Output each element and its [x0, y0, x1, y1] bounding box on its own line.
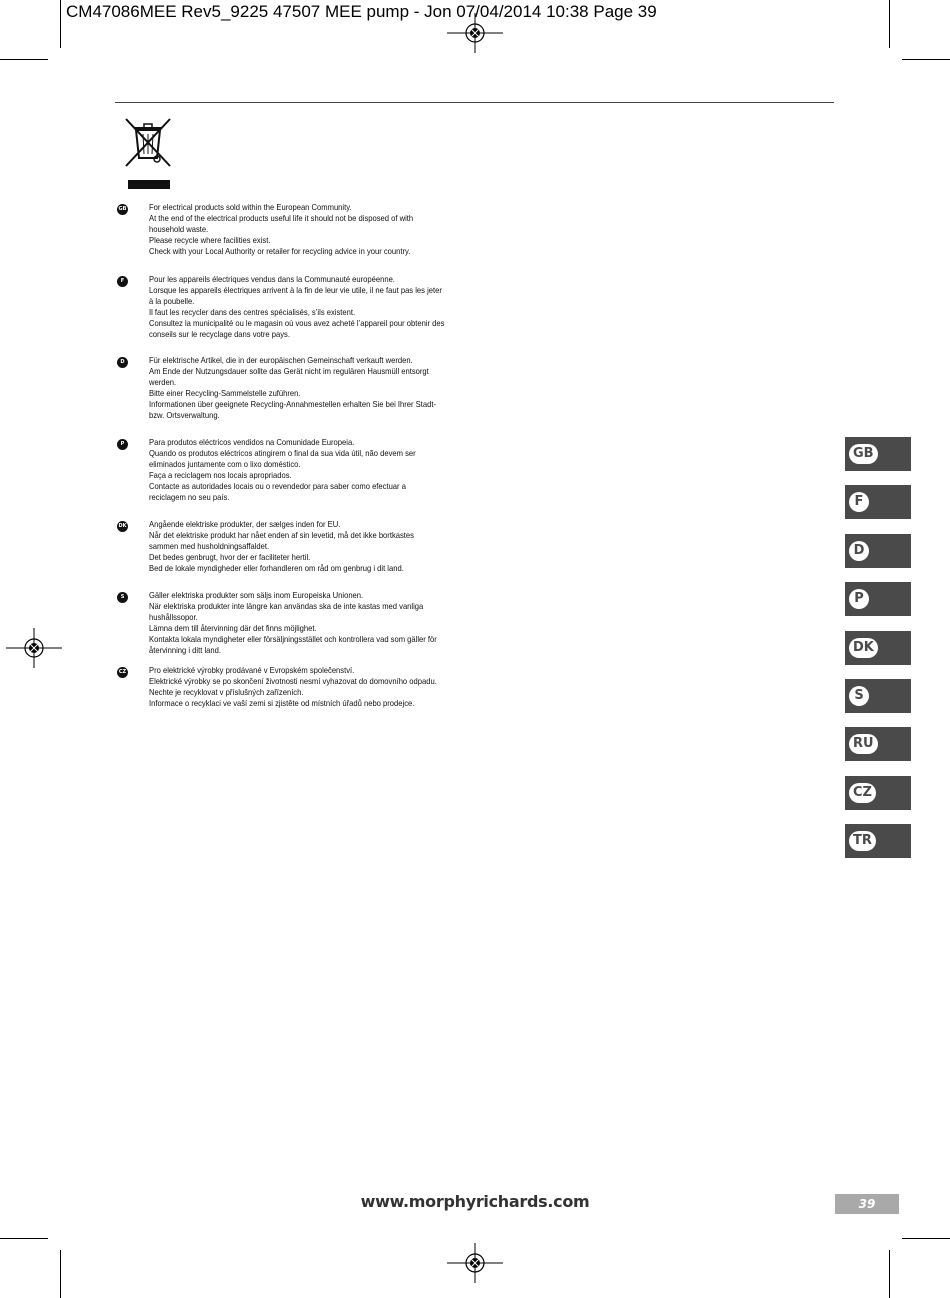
language-badge: GB — [117, 204, 128, 215]
top-rule — [115, 102, 834, 103]
text-line: bzw. Ortsverwaltung. — [149, 410, 220, 420]
text-line: Faça a reciclagem nos locais apropriados. — [149, 470, 292, 480]
language-badge: DK — [117, 521, 128, 532]
text-line: Elektrické výrobky se po skončení životnosti nesmí vyhazovat do domovního odpadu. — [149, 676, 437, 686]
text-line: återvinning i ditt land. — [149, 645, 221, 655]
language-tab-dk[interactable] — [845, 631, 911, 665]
text-line: Bitte einer Recycling-Sammelstelle zuführen. — [149, 388, 301, 398]
crop-mark-top-right-v — [889, 0, 890, 48]
crop-mark-top-left-h — [0, 59, 48, 60]
section-text — [149, 591, 489, 656]
language-tab-label: S — [849, 686, 869, 706]
language-tab-gb[interactable] — [845, 437, 911, 471]
text-line: Pour les appareils électriques vendus dans la Communauté européenne. — [149, 275, 395, 284]
language-tab-cz[interactable] — [845, 776, 911, 810]
section-text — [149, 356, 489, 421]
registration-mark-icon — [447, 1243, 503, 1283]
text-line: sammen med husholdningsaffaldet. — [149, 541, 270, 551]
website-url: www.morphyrichards.com — [360, 1192, 590, 1211]
text-line: Når det elektriske produkt har nået enden af sin levetid, må det ikke bortkastes — [149, 530, 414, 540]
text-line: hushållssopor. — [149, 612, 198, 622]
text-line: eliminados juntamente com o lixo doméstico. — [149, 459, 301, 469]
crossed-out-wheelie-bin-icon — [122, 116, 174, 192]
registration-mark-icon — [447, 13, 503, 53]
language-tab-label: GB — [849, 444, 878, 464]
text-line: Gäller elektriska produkter som säljs inom Europeiska Unionen. — [149, 591, 364, 600]
language-tab-p[interactable] — [845, 582, 911, 616]
text-line: När elektriska produkter inte längre kan användas ska de inte kastas med vanliga — [149, 601, 424, 611]
text-line: Für elektrische Artikel, die in der europäischen Gemeinschaft verkauft werden. — [149, 356, 413, 365]
text-line: Informationen über geeignete Recycling-Annahmestellen erhalten Sie bei Ihrer Stadt- — [149, 399, 436, 409]
text-line: Consultez la municipalité ou le magasin où vous avez acheté l’appareil pour obtenir des — [149, 318, 445, 328]
print-slug: CM47086MEE Rev5_9225 47507 MEE pump - Jon 07/04/2014 10:38 Page 39 — [66, 2, 657, 21]
crop-mark-top-left-v — [60, 0, 61, 48]
text-line: à la poubelle. — [149, 296, 195, 306]
language-tab-d[interactable] — [845, 534, 911, 568]
language-badge: D — [117, 357, 128, 368]
crop-mark-bottom-right-v — [889, 1250, 890, 1298]
text-line: Please recycle where facilities exist. — [149, 235, 271, 245]
language-badge: F — [117, 276, 128, 287]
language-tab-f[interactable] — [845, 485, 911, 519]
text-line: conseils sur le recyclage dans votre pays. — [149, 329, 290, 339]
language-tab-s[interactable] — [845, 679, 911, 713]
page-number: 39 — [835, 1194, 899, 1214]
crop-mark-bottom-left-h — [0, 1238, 48, 1239]
language-tab-label: F — [849, 492, 869, 512]
text-line: For electrical products sold within the European Community. — [149, 203, 352, 212]
text-line: Para produtos eléctricos vendidos na Comunidade Europeia. — [149, 438, 355, 447]
text-line: Bed de lokale myndigheder eller forhandleren om råd om genbrug i dit land. — [149, 563, 404, 573]
section-text — [149, 666, 489, 710]
text-line: Angående elektriske produkter, der sælges inden for EU. — [149, 520, 341, 529]
crop-mark-top-right-h — [902, 59, 950, 60]
text-line: Lorsque les appareils électriques arrivent à la fin de leur vie utile, il ne faut pas les jeter — [149, 285, 442, 295]
language-tab-label: CZ — [849, 783, 876, 803]
language-tab-label: D — [849, 541, 869, 561]
text-line: At the end of the electrical products useful life it should not be disposed of with — [149, 213, 414, 223]
language-tab-label: TR — [849, 831, 876, 851]
language-tab-label: DK — [849, 638, 878, 658]
language-tab-label: RU — [849, 734, 878, 754]
crop-mark-bottom-right-h — [902, 1238, 950, 1239]
text-line: Kontakta lokala myndigheter eller försäljningsstället och kontrollera vad som gäller för — [149, 634, 437, 644]
language-tab-ru[interactable] — [845, 727, 911, 761]
text-line: Quando os produtos eléctricos atingirem o final da sua vida útil, não devem ser — [149, 448, 416, 458]
text-line: household waste. — [149, 224, 209, 234]
language-badge: P — [117, 439, 128, 450]
registration-mark-icon — [6, 628, 62, 668]
text-line: Check with your Local Authority or retailer for recycling advice in your country. — [149, 246, 411, 256]
section-text — [149, 438, 489, 503]
crop-mark-bottom-left-v — [60, 1250, 61, 1298]
text-line: Am Ende der Nutzungsdauer sollte das Gerät nicht im regulären Hausmüll entsorgt — [149, 366, 429, 376]
text-line: Det bedes genbrugt, hvor der er faciliteter hertil. — [149, 552, 311, 562]
text-line: Contacte as autoridades locais ou o revendedor para saber como efectuar a — [149, 481, 406, 491]
text-line: Pro elektrické výrobky prodávané v Evropském společenství. — [149, 666, 355, 675]
language-badge: CZ — [117, 667, 128, 678]
section-text — [149, 203, 489, 258]
text-line: reciclagem no seu país. — [149, 492, 230, 502]
text-line: Il faut les recycler dans des centres spécialisés, s’ils existent. — [149, 307, 356, 317]
language-tab-label: P — [849, 589, 869, 609]
language-badge: S — [117, 592, 128, 603]
section-text — [149, 275, 489, 340]
text-line: Lämna dem till återvinning där det finns möjlighet. — [149, 623, 317, 633]
language-tab-tr[interactable] — [845, 824, 911, 858]
section-text — [149, 520, 489, 575]
text-line: Nechte je recyklovat v příslušných zařízeních. — [149, 687, 304, 697]
text-line: werden. — [149, 377, 177, 387]
text-line: Informace o recyklaci ve vaší zemi si zjistěte od místních úřadů nebo prodejce. — [149, 698, 415, 708]
